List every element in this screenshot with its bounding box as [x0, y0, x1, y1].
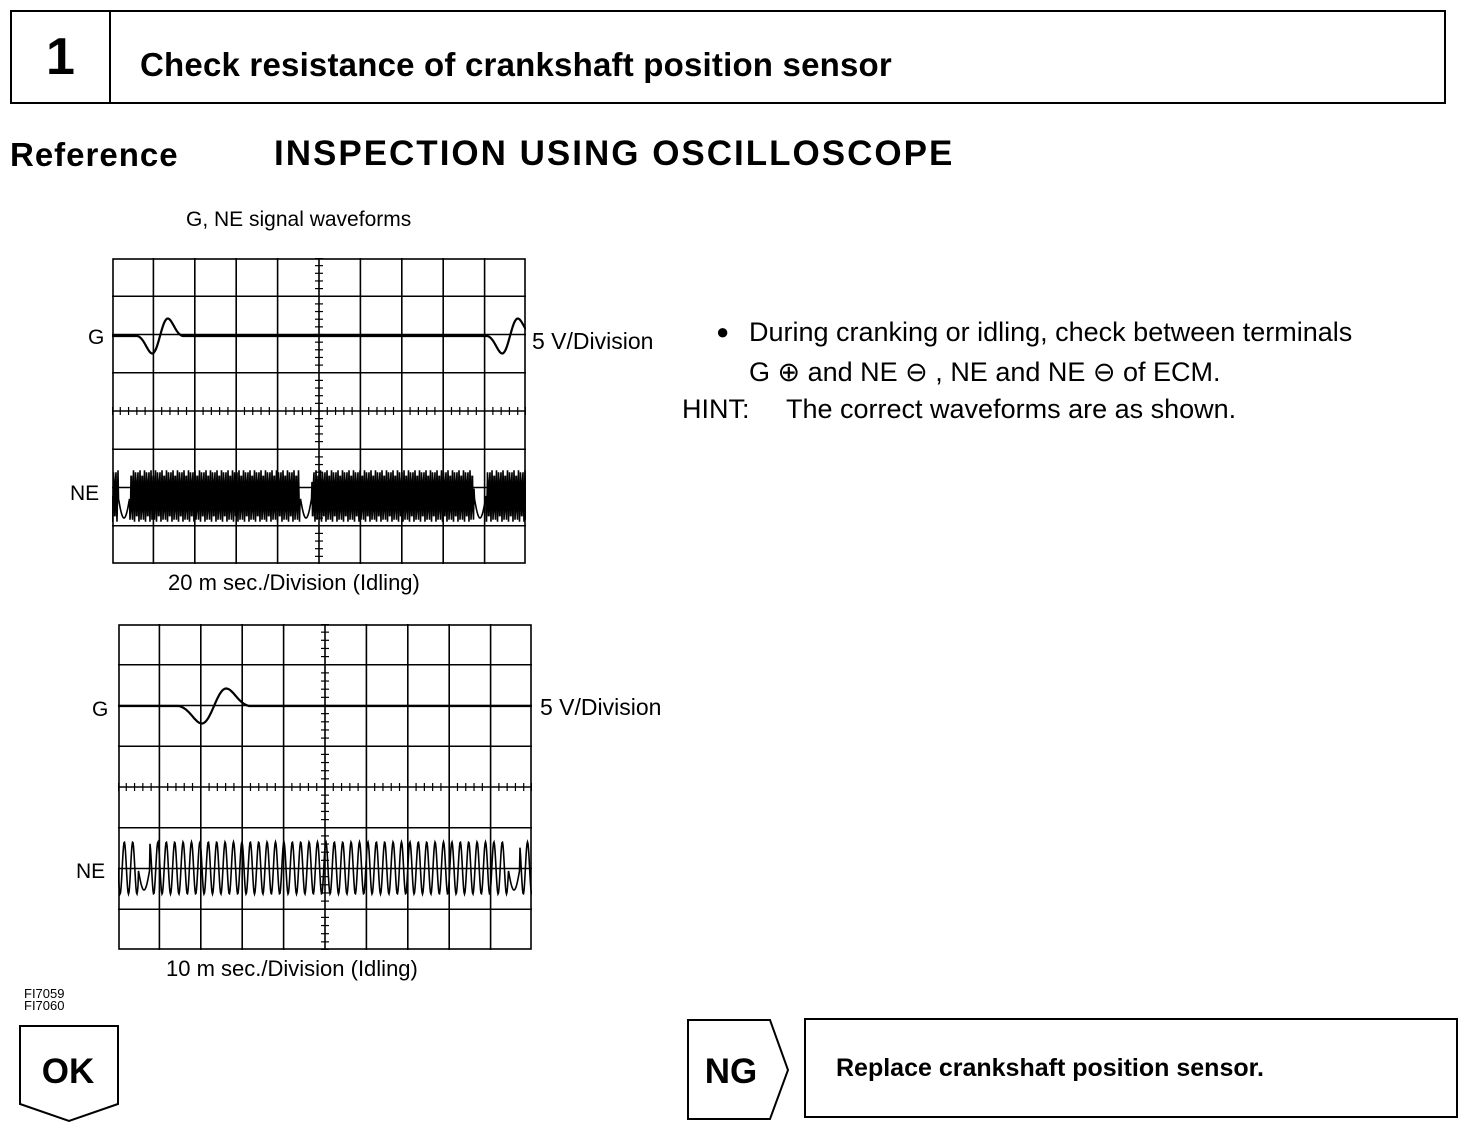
- ng-action-text: Replace crankshaft position sensor.: [836, 1054, 1264, 1082]
- scope2-g-label: G: [92, 698, 109, 721]
- hint: [682, 394, 1236, 425]
- oscilloscope-trace-2: [118, 624, 532, 950]
- scope2-time-scale: 10 m sec./Division (Idling): [166, 956, 418, 981]
- figure-code-1: FI7059: [24, 986, 65, 1001]
- scope1-voltage-scale: 5 V/Division: [532, 328, 654, 354]
- ng-action-box: [804, 1018, 1458, 1118]
- oscilloscope-trace-1: [112, 258, 526, 564]
- step-number: 1: [12, 12, 111, 102]
- instruction-line-1: During cranking or idling, check between terminals: [749, 317, 1353, 347]
- section-heading: INSPECTION USING OSCILLOSCOPE: [274, 134, 955, 173]
- reference-label: Reference: [10, 136, 179, 173]
- hint-text: The correct waveforms are as shown.: [786, 394, 1237, 424]
- scope2-ne-label: NE: [76, 860, 106, 883]
- hint-label: HINT:: [682, 394, 750, 424]
- instruction-line-2: G ⊕ and NE ⊖ , NE and NE ⊖ of ECM.: [749, 357, 1221, 387]
- ne-signal-trace: [112, 470, 526, 521]
- ok-badge: [18, 1024, 122, 1124]
- ok-label: OK: [41, 1052, 95, 1091]
- ng-badge: [686, 1018, 792, 1122]
- step-header: [10, 10, 1446, 104]
- step-title: Check resistance of crankshaft position sensor: [140, 46, 892, 83]
- figure-caption: G, NE signal waveforms: [186, 208, 412, 231]
- figure-code-2: FI7060: [24, 998, 65, 1013]
- scope1-ne-label: NE: [70, 482, 100, 505]
- ng-label: NG: [704, 1052, 758, 1091]
- scope2-voltage-scale: 5 V/Division: [540, 694, 662, 720]
- bullet-icon: ●: [716, 319, 730, 344]
- scope1-time-scale: 20 m sec./Division (Idling): [168, 570, 420, 595]
- scope1-g-label: G: [88, 326, 105, 349]
- figure-codes: [24, 988, 64, 1012]
